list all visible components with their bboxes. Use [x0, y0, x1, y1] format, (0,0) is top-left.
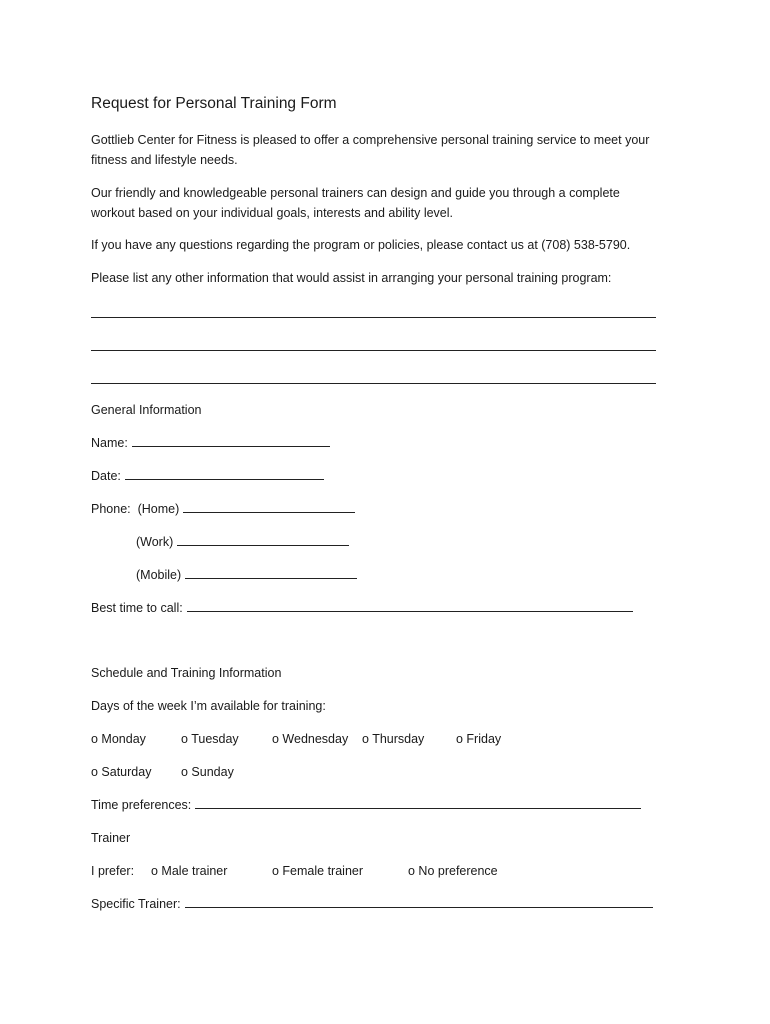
phone-mobile-row: [136, 569, 357, 582]
phone-label: Phone:: [91, 502, 131, 516]
day-option-thursday[interactable]: o Thursday: [362, 732, 425, 746]
day-option-wednesday[interactable]: o Wednesday: [272, 732, 349, 746]
contact-text: If you have any questions regarding the program or policies, please contact us at (708) 538-5790.: [91, 238, 631, 252]
schedule-heading: Schedule and Training Information: [91, 666, 282, 680]
mobile-label: (Mobile): [136, 568, 182, 582]
intro-paragraph-1-line-1: Gottlieb Center for Fitness is pleased to offer a comprehensive personal training service to meet your: [91, 133, 650, 147]
name-field[interactable]: [132, 445, 330, 447]
date-label: Date:: [91, 469, 121, 483]
mobile-phone-field[interactable]: [185, 577, 357, 579]
best-time-field[interactable]: [187, 610, 633, 612]
day-option-saturday[interactable]: o Saturday: [91, 765, 152, 779]
work-phone-field[interactable]: [177, 544, 349, 546]
trainer-option-no-preference[interactable]: o No preference: [408, 864, 498, 878]
work-label: (Work): [136, 535, 174, 549]
specific-trainer-row: [91, 898, 653, 911]
prefer-label: I prefer:: [91, 864, 135, 878]
time-pref-label: Time preferences:: [91, 798, 192, 812]
phone-work-row: [136, 536, 349, 549]
date-row: [91, 470, 324, 483]
trainer-option-male[interactable]: o Male trainer: [151, 864, 228, 878]
trainer-option-female[interactable]: o Female trainer: [272, 864, 364, 878]
best-time-row: [91, 602, 633, 615]
home-phone-field[interactable]: [183, 511, 355, 513]
specific-trainer-label: Specific Trainer:: [91, 897, 181, 911]
name-label: Name:: [91, 436, 128, 450]
best-time-label: Best time to call:: [91, 601, 183, 615]
intro-paragraph-1-line-2: fitness and lifestyle needs.: [91, 153, 238, 167]
day-option-sunday[interactable]: o Sunday: [181, 765, 234, 779]
other-info-line-2[interactable]: [91, 350, 656, 351]
intro-paragraph-2-line-1: Our friendly and knowledgeable personal trainers can design and guide you through a complete: [91, 186, 620, 200]
general-info-heading: General Information: [91, 403, 202, 417]
other-info-prompt: Please list any other information that would assist in arranging your personal training program:: [91, 271, 612, 285]
days-prompt: Days of the week I’m available for training:: [91, 699, 326, 713]
intro-paragraph-2-line-2: workout based on your individual goals, interests and ability level.: [91, 206, 454, 220]
other-info-line-1[interactable]: [91, 317, 656, 318]
day-option-monday[interactable]: o Monday: [91, 732, 146, 746]
time-pref-field[interactable]: [195, 807, 641, 809]
date-field[interactable]: [125, 478, 324, 480]
day-option-friday[interactable]: o Friday: [456, 732, 502, 746]
home-label: (Home): [137, 502, 180, 516]
name-row: [91, 437, 330, 450]
phone-home-row: [91, 503, 355, 516]
time-pref-row: [91, 799, 641, 812]
other-info-line-3[interactable]: [91, 383, 656, 384]
day-option-tuesday[interactable]: o Tuesday: [181, 732, 239, 746]
trainer-heading: Trainer: [91, 831, 131, 845]
form-title: Request for Personal Training Form: [91, 95, 337, 112]
specific-trainer-field[interactable]: [185, 906, 653, 908]
